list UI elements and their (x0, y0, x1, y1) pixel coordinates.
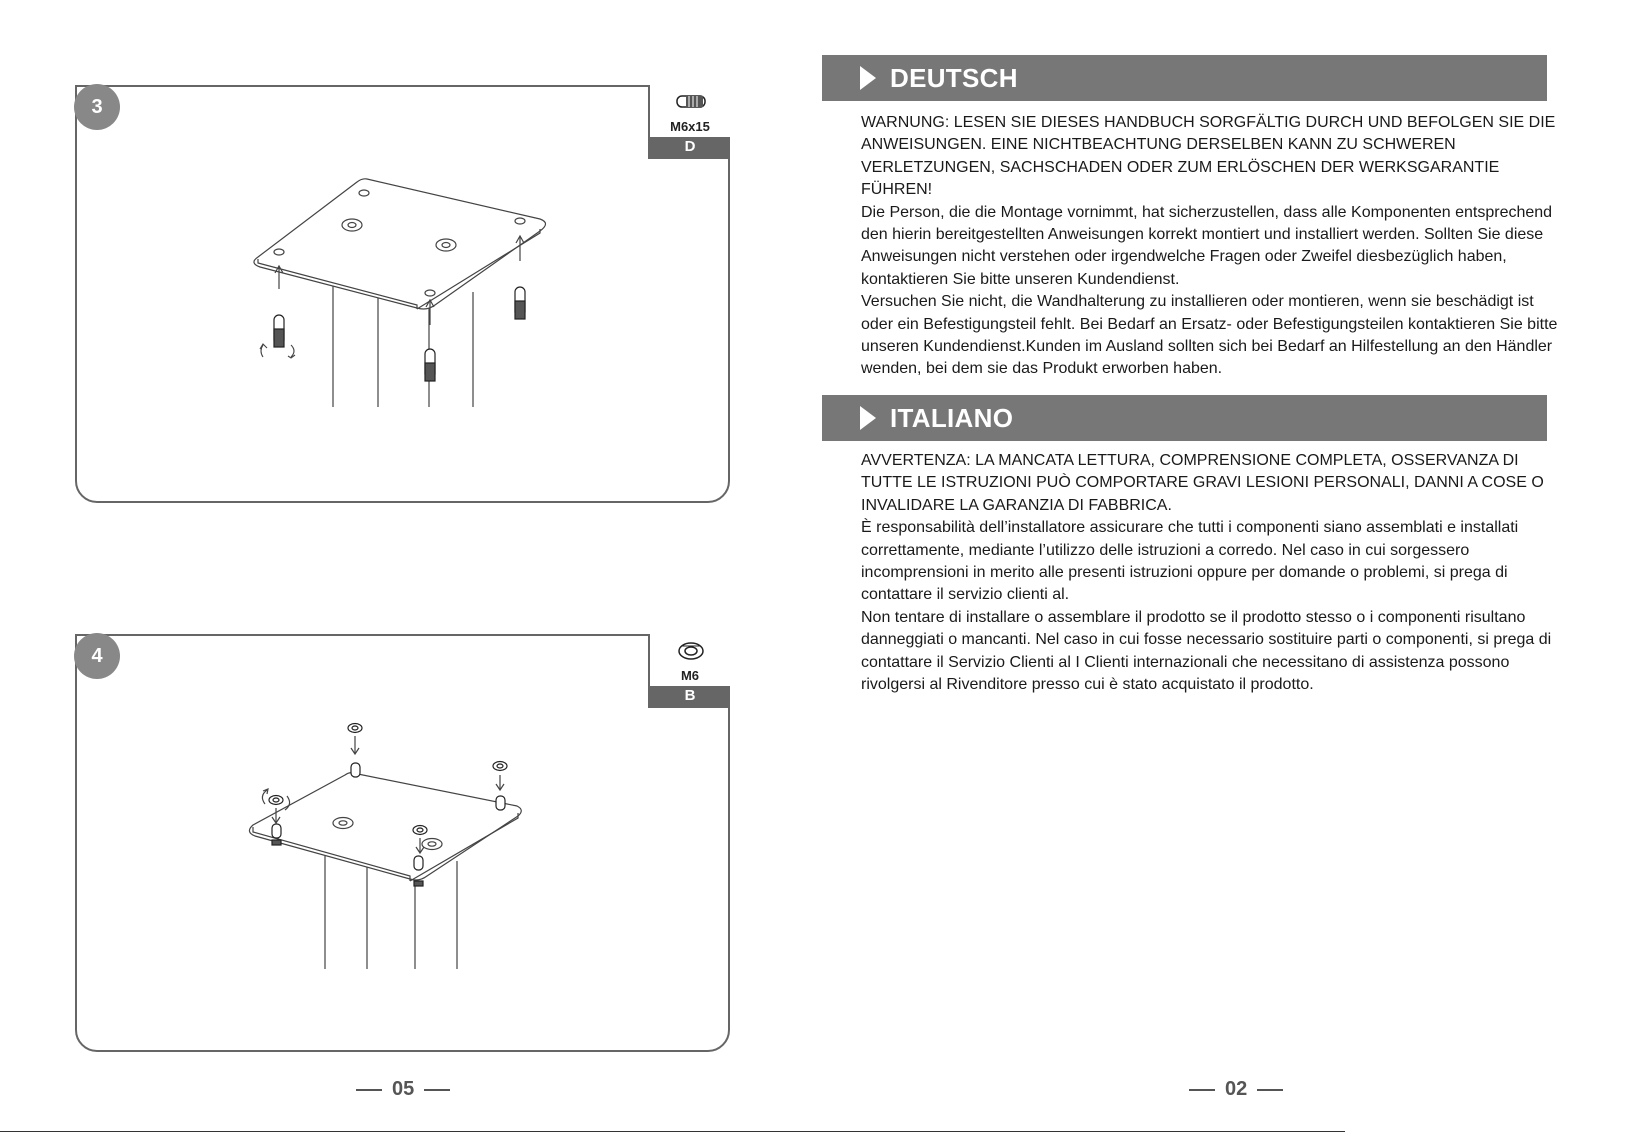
play-triangle-icon (860, 406, 876, 430)
page-number-dash (1189, 1089, 1215, 1091)
play-triangle-icon (860, 66, 876, 90)
body-paragraph: Non tentare di installare o assemblare il prodotto se il prodotto stesso o i componenti risultano danneggiati o mancanti. Nel caso in cui fosse necessario sostituire parti o componenti, si prega di contattare il Servizio Clienti al I Clienti internazionali che necessitano di assistenza possono rivolgersi al Rivenditore presso cui è stato acquistato il prodotto. (861, 608, 1552, 694)
step-4-panel (75, 634, 730, 1052)
section-body-italiano (861, 450, 1561, 696)
step-4-assembly-drawing (77, 636, 727, 1046)
page-number-dash (1257, 1089, 1283, 1091)
step-3-assembly-drawing (77, 87, 727, 497)
section-title: DEUTSCH (890, 62, 1018, 93)
part-letter: D (650, 137, 730, 157)
section-header-deutsch (822, 55, 1547, 101)
part-letter: B (650, 686, 730, 706)
section-header-italiano (822, 395, 1547, 441)
part-name: M6 (680, 668, 700, 683)
step-number-badge: 3 (74, 84, 120, 130)
section-title: ITALIANO (890, 402, 1014, 433)
left-page-number (356, 1078, 450, 1101)
body-paragraph: È responsabilità dell’installatore assicurare che tutti i componenti siano assemblati e installati correttamente, mediante l’utilizzo delle istruzioni a corredo. Nel caso in cui sorgessero incomprensioni in merito alle presenti istruzioni oppure per domande o problemi, si prega di contattare il servizio clienti al. (861, 519, 1519, 604)
bottom-rule (0, 1131, 1345, 1132)
warning-paragraph: WARNUNG: LESEN SIE DIESES HANDBUCH SORGFÄLTIG DURCH UND BEFOLGEN SIE DIE ANWEISUNGEN. EINE NICHTBEACHTUNG DERSELBEN KANN ZU SCHWEREN VERLETZUNGEN, SACHSCHADEN ODER ZUM ERLÖSCHEN DER WERKSGARANTIE FÜHREN! (861, 114, 1556, 199)
body-paragraph: Versuchen Sie nicht, die Wandhalterung zu installieren oder montieren, wenn sie beschädigt ist oder ein Befestigungsteil fehlt. Bei Bedarf an Ersatz- oder Befestigungsteilen kontaktieren Sie bitte unseren Kundendienst.Kunden im Ausland sollten sich bei Bedarf an Hilfestellung an den Händler wenden, bei dem sie das Produkt erworben haben. (861, 293, 1558, 378)
section-body-deutsch (861, 112, 1561, 381)
step-3-panel (75, 85, 730, 503)
page-number-dash (356, 1089, 382, 1091)
body-paragraph: Die Person, die die Montage vornimmt, hat sicherzustellen, dass alle Komponenten entsprechend den hierin bereitgestellten Anweisungen korrekt montiert und installiert werden. Sollten Sie diese Anweisungen nicht verstehen oder irgendwelche Fragen oder Zweifel diesbezüglich haben, kontaktieren Sie bitte unseren Kundendienst. (861, 203, 1553, 288)
page-number-text: 05 (392, 1078, 415, 1100)
page-number-text: 02 (1225, 1078, 1248, 1100)
right-page-number (1189, 1078, 1283, 1101)
step-number-badge: 4 (74, 633, 120, 679)
page-number-dash (424, 1089, 450, 1091)
warning-paragraph: AVVERTENZA: LA MANCATA LETTURA, COMPRENSIONE COMPLETA, OSSERVANZA DI TUTTE LE ISTRUZIONI PUÒ COMPORTARE GRAVI LESIONI PERSONALI, DANNI A COSE O INVALIDARE LA GARANZIA DI FABBRICA. (861, 452, 1544, 514)
part-name: M6x15 (670, 119, 710, 134)
